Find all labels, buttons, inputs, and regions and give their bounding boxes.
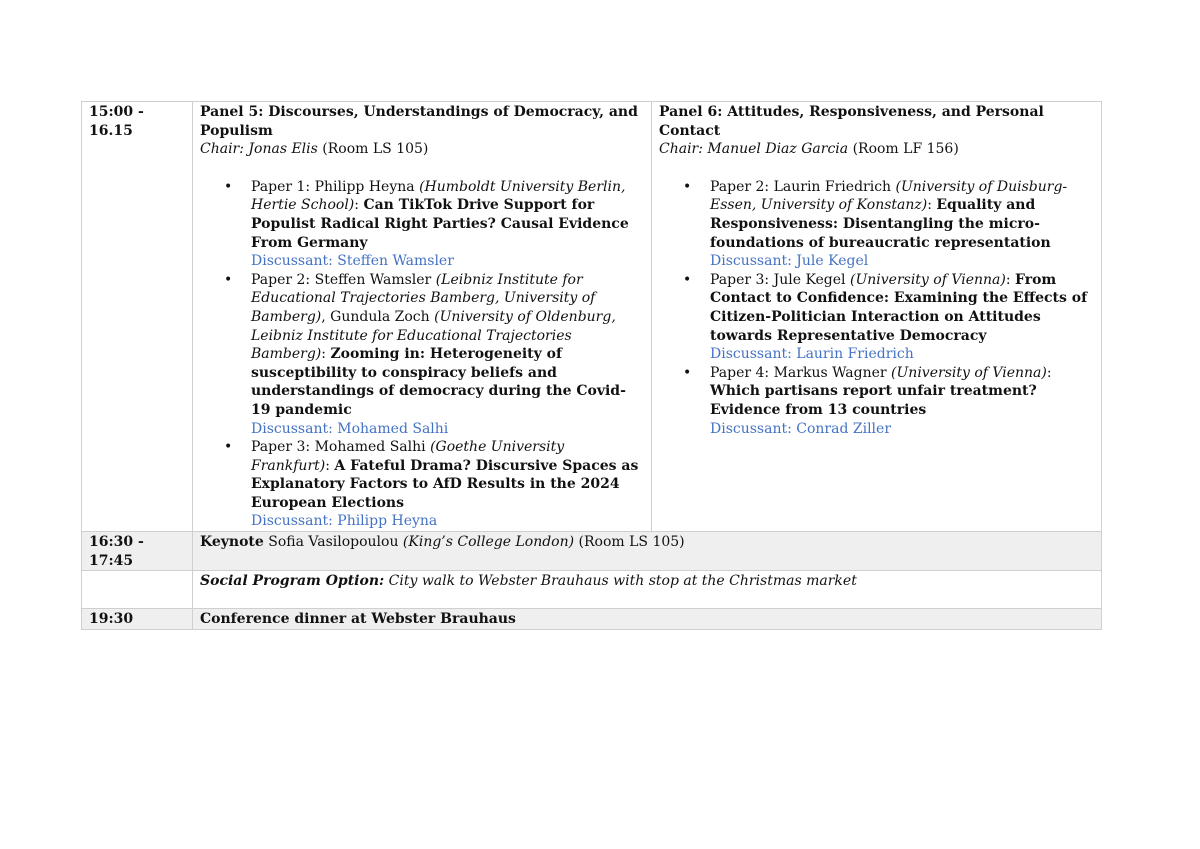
paper-separator: : xyxy=(321,346,331,363)
paper-separator: : xyxy=(1046,364,1052,381)
social-label: Social Program Option: xyxy=(200,573,385,590)
paper-affiliation: (Leibniz Institute for Educational Trajectories Bamberg, University of Bamberg) xyxy=(251,271,596,325)
paper-affiliation: (University of Vienna) xyxy=(850,271,1006,288)
list-item xyxy=(683,178,1094,271)
table-row-social xyxy=(82,571,1102,609)
table-row-panels xyxy=(82,102,1102,532)
paper-affiliation: (Goethe University Frankfurt) xyxy=(251,439,565,474)
paper-discussant: Discussant: Steffen Wamsler xyxy=(251,253,454,270)
schedule-table xyxy=(81,101,1102,630)
paper-author: Paper 4: Markus Wagner xyxy=(710,364,892,381)
paper-affiliation: (University of Vienna) xyxy=(891,364,1047,381)
panel-6-room: (Room LF 156) xyxy=(852,141,959,158)
paper-discussant: Discussant: Laurin Friedrich xyxy=(710,346,914,363)
paper-separator: : xyxy=(1005,271,1015,288)
paper-discussant: Discussant: Jule Kegel xyxy=(710,253,869,270)
panel-6-title: Panel 6: Attitudes, Responsiveness, and Personal Contact xyxy=(659,104,1044,139)
paper-discussant: Discussant: Mohamed Salhi xyxy=(251,420,449,437)
keynote-label: Keynote xyxy=(200,534,264,551)
paper-title: A Fateful Drama? Discursive Spaces as Explanatory Factors to AfD Results in the 2024 European Elections xyxy=(251,457,639,511)
panel-6-chair-name: Chair: Manuel Diaz Garcia xyxy=(659,141,849,158)
paper-author: Paper 2: Steffen Wamsler xyxy=(251,271,436,288)
paper-discussant: Discussant: Conrad Ziller xyxy=(710,420,892,437)
panel-5-title: Panel 5: Discourses, Understandings of Democracy, and Populism xyxy=(200,104,638,139)
dinner-cell: Conference dinner at Webster Brauhaus xyxy=(193,609,1102,630)
bullet-icon: • xyxy=(683,271,692,288)
time-cell-social xyxy=(82,571,193,609)
paper-separator: : xyxy=(927,197,937,214)
bullet-icon: • xyxy=(224,178,233,195)
panel-5-paper-list xyxy=(200,178,644,531)
paper-separator: : xyxy=(354,197,364,214)
paper-separator: : xyxy=(325,457,335,474)
bullet-icon: • xyxy=(683,364,692,381)
list-item xyxy=(224,178,644,271)
list-item xyxy=(683,271,1094,364)
list-item xyxy=(224,271,644,438)
social-text: City walk to Webster Brauhaus with stop at the Christmas market xyxy=(384,573,857,590)
panel-5-cell xyxy=(193,102,652,532)
time-cell-dinner: 19:30 xyxy=(82,609,193,630)
keynote-affiliation: (King’s College London) xyxy=(402,534,575,551)
paper-title: Equality and Responsiveness: Disentangling the micro-foundations of bureaucratic representation xyxy=(710,197,1051,251)
table-row-keynote xyxy=(82,532,1102,571)
paper-coauthor: , Gundula Zoch xyxy=(321,308,435,325)
paper-affiliation: (Humboldt University Berlin, Hertie School) xyxy=(251,178,626,214)
bullet-icon: • xyxy=(224,439,233,456)
paper-author: Paper 3: Jule Kegel xyxy=(710,271,850,288)
time-cell-panels: 15:00 - 16.15 xyxy=(82,102,193,532)
panel-6-chair xyxy=(659,140,1094,159)
keynote-room: (Room LS 105) xyxy=(574,534,685,551)
list-item xyxy=(683,364,1094,438)
list-item xyxy=(224,438,644,531)
panel-6-paper-list xyxy=(659,178,1094,438)
keynote-speaker: Sofia Vasilopoulou xyxy=(263,534,403,551)
paper-author: Paper 1: Philipp Heyna xyxy=(251,178,420,195)
time-cell-keynote: 16:30 - 17:45 xyxy=(82,532,193,571)
paper-coauthor-affiliation: (University of Oldenburg, Leibniz Institute for Educational Trajectories Bamberg) xyxy=(251,308,616,363)
bullet-icon: • xyxy=(683,178,692,195)
panel-6-cell xyxy=(652,102,1102,532)
paper-author: Paper 3: Mohamed Salhi xyxy=(251,439,431,456)
bullet-icon: • xyxy=(224,271,233,288)
social-cell xyxy=(193,571,1102,609)
table-row-dinner xyxy=(82,609,1102,630)
panel-5-room: (Room LS 105) xyxy=(322,141,429,158)
panel-5-chair-name: Chair: Jonas Elis xyxy=(200,141,318,158)
paper-title: From Contact to Confidence: Examining the Effects of Citizen-Politician Interaction on Attitudes towards Representative Democracy xyxy=(710,271,1088,344)
paper-affiliation: (University of Duisburg-Essen, University of Konstanz) xyxy=(710,178,1068,214)
paper-discussant: Discussant: Philipp Heyna xyxy=(251,513,438,530)
paper-title: Can TikTok Drive Support for Populist Radical Right Parties? Causal Evidence From Germany xyxy=(251,197,629,251)
keynote-cell xyxy=(193,532,1102,571)
panel-5-chair xyxy=(200,140,644,159)
paper-author: Paper 2: Laurin Friedrich xyxy=(710,178,896,195)
paper-title: Zooming in: Heterogeneity of susceptibility to conspiracy beliefs and understandings of democracy during the Covid-19 pandemic xyxy=(251,346,626,418)
paper-title: Which partisans report unfair treatment? Evidence from 13 countries xyxy=(710,383,1037,418)
